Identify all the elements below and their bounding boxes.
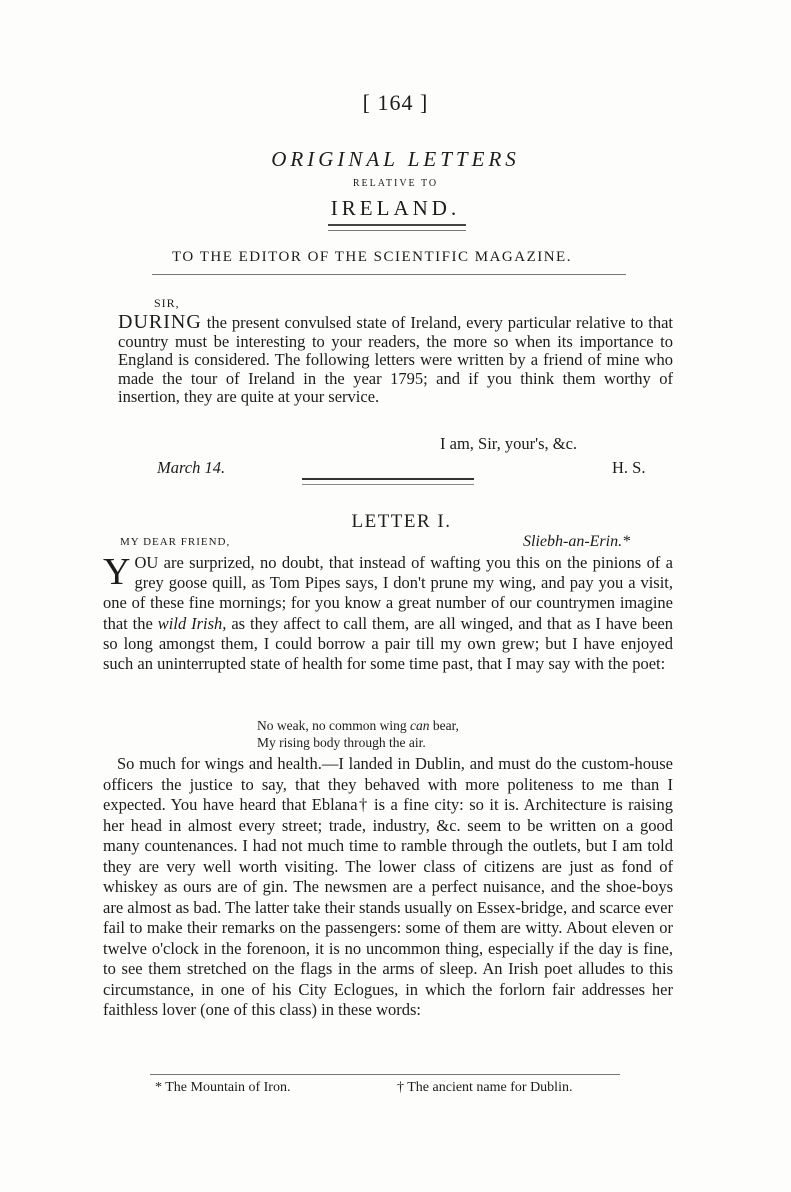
- signoff: I am, Sir, your's, &c.: [440, 434, 578, 453]
- para1-wild-irish: wild Irish,: [157, 613, 227, 633]
- footnote-2: † The ancient name for Dublin.: [397, 1080, 573, 1095]
- editor-address: TO THE EDITOR OF THE SCIENTIFIC MAGAZINE.: [172, 249, 572, 265]
- verse1-a: No weak, no common wing: [257, 718, 410, 733]
- letter-paragraph-1: [103, 553, 673, 674]
- section-subtitle: RELATIVE TO: [352, 178, 439, 189]
- letter-date: March 14.: [157, 458, 226, 477]
- intro-text: the present convulsed state of Ireland, every particular relative to that country must be interesting to your readers, the more so when its importance to England is considered. The following letters were written by a friend of mine who made the tour of Ireland in the year 1795; and if you think them worthy of insertion, they are quite at your service.: [118, 313, 673, 407]
- signature-initials: H. S.: [612, 458, 646, 477]
- para1-text-a: OU are surprized, no doubt, that instead of wafting you this on the pinions of a grey goose quill, as Tom Pipes says, I don't prune my wing, and pay you a visit, one of these fine mornings; for you know a great number of our countrymen imagine that the: [103, 553, 673, 633]
- footnote-1: * The Mountain of Iron.: [155, 1080, 291, 1095]
- page-number: [ 164 ]: [362, 90, 429, 115]
- letter-paragraph-2: So much for wings and health.—I landed in Dublin, and must do the custom-house officers the justice to say, that they behaved with more politeness to me than I expected. You have heard that Eblana† is a fine city: so it is. Architecture is raising her head in almost every street; trade, industry, &c. seem to be written on a good many countenances. I had not much time to ramble through the outlets, but I am told they are very well worth visiting. The lower class of citizens are just as fond of whiskey as ours are of gin. The newsmen are a perfect nuisance, and the shoe-boys are almost as bad. The latter take their stands usually on Essex-bridge, and scarce ever fail to make their remarks on the passengers: some of them are witty. About eleven or twelve o'clock in the forenoon, it is no uncommon thing, especially if the day is fine, to see them stretched on the flags in the arms of sleep. An Irish poet alludes to this circumstance, in one of his City Eclogues, in which the forlorn fair addresses her faithless lover (one of this class) in these words:: [103, 754, 673, 1019]
- section-title: ORIGINAL LETTERS: [271, 147, 520, 171]
- ornamental-rule: [328, 224, 466, 231]
- letter-heading: LETTER I.: [351, 511, 452, 532]
- salutation-sir: SIR,: [154, 296, 180, 310]
- double-rule-top: [302, 478, 474, 480]
- para1-text-b: as they affect to call them, are all winged, and that as I have been so long amongst them, I could borrow a pair till my own grew; but I have enjoyed such an uninterrupted state of health for some time past, that I may say with the poet:: [103, 613, 673, 674]
- verse1-can: can: [409, 718, 430, 733]
- drop-cap: Y: [103, 551, 131, 593]
- verse-line-1: [257, 717, 459, 734]
- double-rule-bottom: [302, 484, 474, 485]
- letter-place: Sliebh-an-Erin.*: [523, 533, 631, 550]
- section-country: IRELAND.: [330, 196, 461, 220]
- intro-first-word: DURING: [118, 311, 202, 333]
- divider-rule: [152, 274, 626, 275]
- intro-paragraph: [118, 313, 673, 407]
- letter-salutation: MY DEAR FRIEND,: [120, 536, 231, 548]
- footnote-rule: [150, 1074, 620, 1075]
- verse1-b: bear,: [429, 718, 459, 733]
- verse-line-2: My rising body through the air.: [257, 735, 426, 750]
